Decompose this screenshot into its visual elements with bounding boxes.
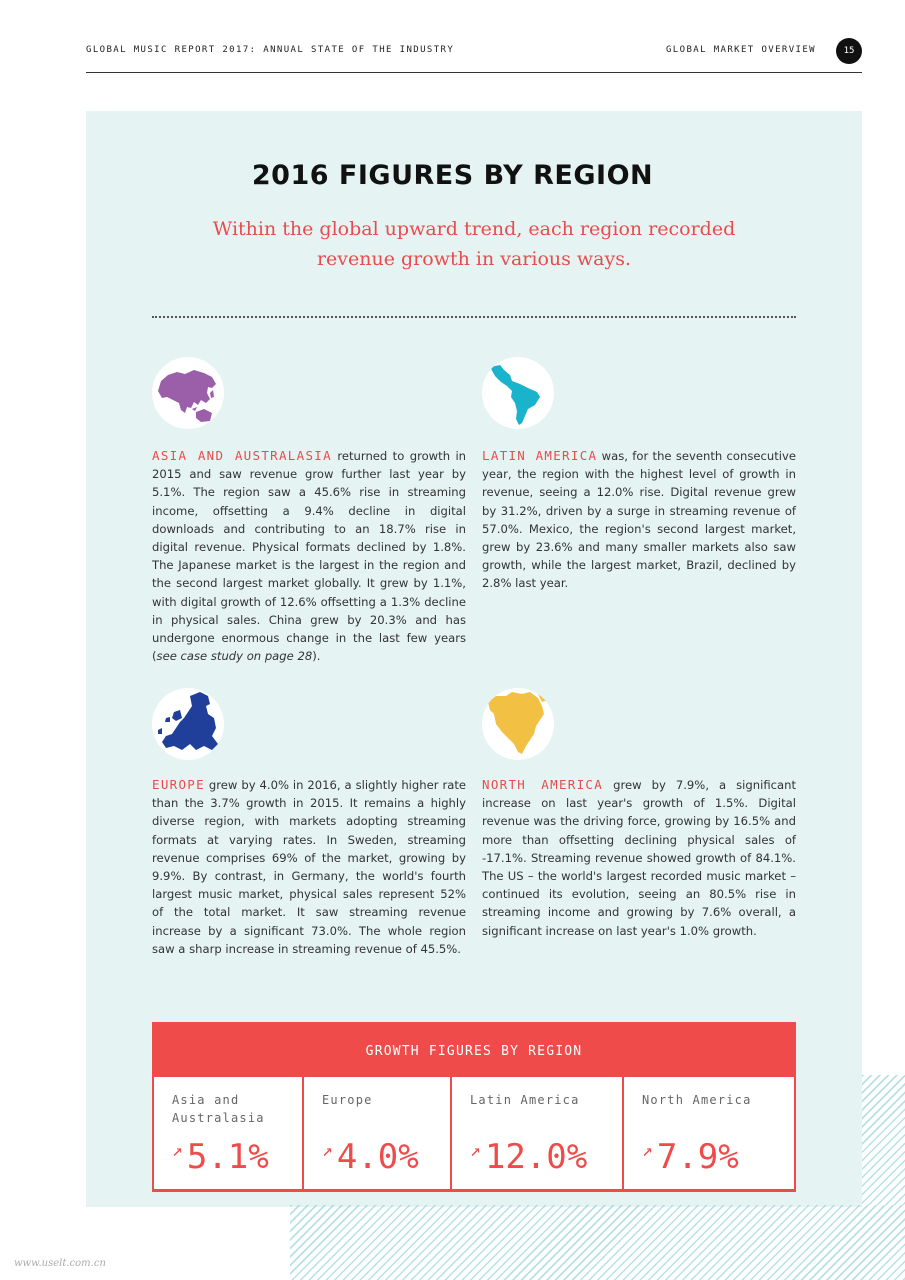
growth-value: ↗ 12.0% xyxy=(470,1137,588,1177)
growth-label: Europe xyxy=(322,1093,373,1107)
growth-cell-north-america xyxy=(624,1077,794,1189)
region-europe xyxy=(152,776,466,958)
region-text: was, for the seventh consecutive year, the region with the highest level of growth in revenue, seeing a 12.0% rise. Digital revenue grew by 31.2%, driven by a surge in streaming revenue of 57.0%. Mexico, the region's second largest market, grew by 23.6% and many smaller markets also saw growth, while the largest market, Brazil, declined by 2.8% last year. xyxy=(482,449,797,591)
section-title: GLOBAL MARKET OVERVIEW xyxy=(665,45,816,55)
region-name: NORTH AMERICA xyxy=(482,777,604,792)
growth-cell-asia xyxy=(154,1077,302,1189)
watermark: www.uselt.com.cn xyxy=(14,1258,106,1269)
region-text: grew by 7.9%, a significant increase on last year's growth of 1.5%. Digital revenue was the driving force, growing by 16.5% and more than offsetting declining physical sales of -17.1%. Streaming revenue showed growth of 84.1%. The US – the world's largest recorded music market – continued its evolution, seeing an 80.5% rise in streaming income and growing by 7.6% overall, a significant increase on last year's 1.0% growth. xyxy=(482,778,797,938)
north-america-map-icon xyxy=(482,688,554,760)
region-name: LATIN AMERICA xyxy=(482,448,598,463)
page-subtitle: Within the global upward trend, each region recorded revenue growth in various ways. xyxy=(212,218,736,270)
case-study-reference: see case study on page 28 xyxy=(156,649,313,664)
region-north-america xyxy=(482,776,796,940)
growth-label: Asia and Australasia xyxy=(172,1093,265,1125)
growth-figures-title: GROWTH FIGURES BY REGION xyxy=(365,1044,583,1059)
asia-australasia-map-icon xyxy=(152,357,224,429)
region-name: ASIA AND AUSTRALASIA xyxy=(152,448,332,463)
growth-value: ↗ 5.1% xyxy=(172,1137,269,1177)
region-name: EUROPE xyxy=(152,777,205,792)
latin-america-map-icon xyxy=(482,357,554,429)
up-arrow-icon: ↗ xyxy=(642,1140,653,1161)
region-asia-australasia xyxy=(152,447,466,665)
growth-label: North America xyxy=(642,1093,752,1107)
growth-value: ↗ 7.9% xyxy=(642,1137,739,1177)
up-arrow-icon: ↗ xyxy=(172,1140,183,1161)
page-header xyxy=(86,38,862,73)
growth-value: ↗ 4.0% xyxy=(322,1137,419,1177)
dotted-divider xyxy=(152,316,796,318)
europe-map-icon xyxy=(152,688,224,760)
growth-figures-box xyxy=(152,1022,796,1192)
up-arrow-icon: ↗ xyxy=(470,1140,481,1161)
region-latin-america xyxy=(482,447,796,593)
growth-label: Latin America xyxy=(470,1093,580,1107)
decorative-hatch-pattern-side xyxy=(862,1075,905,1205)
region-text: returned to growth in 2015 and saw revenue grow further last year by 5.1%. The region saw a 45.6% rise in streaming income, offsetting a 9.4% decline in digital downloads and contributing to an 18.7% rise in digital revenue. Physical formats declined by 1.8%. The Japanese market is the largest in the region and the second largest market globally. It grew by 1.1%, with digital growth of 12.6% offsetting a 1.3% decline in physical sales. China grew by 20.3% and has undergone enormous change in the last few years ( xyxy=(152,449,467,664)
page-title: 2016 FIGURES BY REGION xyxy=(251,160,654,191)
growth-cell-latin-america xyxy=(452,1077,622,1189)
report-title: GLOBAL MUSIC REPORT 2017: ANNUAL STATE OF THE INDUSTRY xyxy=(86,45,455,55)
growth-cell-europe xyxy=(304,1077,450,1189)
page-number: 15 xyxy=(836,38,862,64)
region-text: grew by 4.0% in 2016, a slightly higher rate than the 3.7% growth in 2015. It remains a highly diverse region, with markets adopting streaming formats at varying rates. In Sweden, streaming revenue comprises 69% of the market, growing by 9.9%. By contrast, in Germany, the world's fourth largest music market, physical sales represent 52% of the total market. It saw streaming revenue increase by a significant 73.0%. The whole region saw a sharp increase in streaming revenue of 45.5%. xyxy=(152,778,467,956)
up-arrow-icon: ↗ xyxy=(322,1140,333,1161)
decorative-hatch-pattern xyxy=(290,1205,905,1280)
region-text-tail: ). xyxy=(312,649,321,664)
